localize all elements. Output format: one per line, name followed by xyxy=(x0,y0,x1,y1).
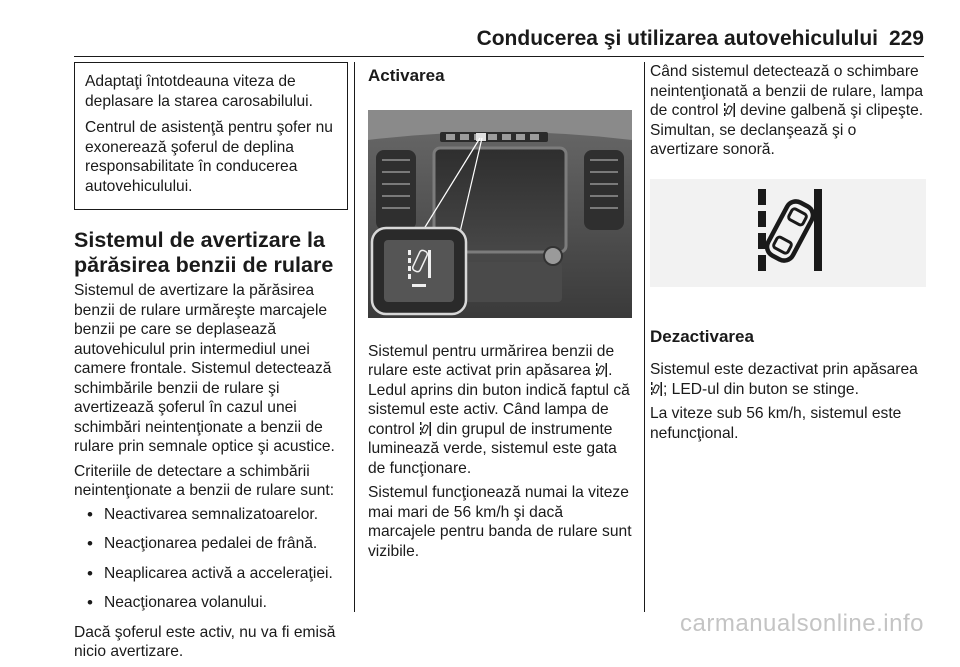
lane-departure-icon xyxy=(651,382,662,396)
deactivation-speed-paragraph: La viteze sub 56 km/h, sistemul este nefuncţional. xyxy=(650,405,902,442)
criteria-list xyxy=(74,505,344,613)
page-number: 229 xyxy=(888,27,924,50)
list-item: • Neacţionarea volanului. xyxy=(74,593,344,613)
dashboard-illustration xyxy=(368,110,632,318)
list-item: • Neacţionarea pedalei de frână. xyxy=(74,534,344,554)
activation-speed-paragraph: Sistemul funcţionează numai la viteze mai mari de 56 km/h şi dacă marcajele pentru banda de rulare sunt vizibile. xyxy=(368,484,632,560)
detection-paragraph: Când sistemul detectează o schimbare neintenţionată a benzii de rulare, lampa de control devine galbenă şi clipeşte. Simultan, se declanşează şi o avertizare sonoră. xyxy=(650,63,924,158)
column-left xyxy=(74,62,344,667)
list-item: • Neactivarea semnalizatoarelor. xyxy=(74,505,344,525)
activation-heading: Activarea xyxy=(368,66,445,85)
lane-departure-icon xyxy=(420,422,431,436)
warning-paragraph: Centrul de asistenţă pentru şofer nu exonerează şoferul de deplina responsabilitate în conducerea autovehiculului. xyxy=(85,119,333,195)
warning-paragraph: Adaptaţi întotdeauna viteza de deplasare la starea carosabilului. xyxy=(85,73,313,110)
warning-box xyxy=(74,62,348,210)
lane-departure-icon xyxy=(596,363,607,377)
column-middle xyxy=(368,62,634,566)
column-divider-1 xyxy=(354,62,355,612)
lane-departure-symbol xyxy=(650,179,926,287)
closing-paragraph: Dacă şoferul este activ, nu va fi emisă nicio avertizare. xyxy=(74,623,336,660)
list-item: • Neaplicarea activă a acceleraţiei. xyxy=(74,564,344,584)
lane-departure-icon xyxy=(724,103,735,117)
criteria-intro: Criteriile de detectare a schimbării neintenţionate a benzii de rulare sunt: xyxy=(74,462,335,499)
deactivation-paragraph: Sistemul este dezactivat prin apăsarea ; LED-ul din buton se stinge. xyxy=(650,361,918,398)
header-title: Conducerea şi utilizarea autovehiculului xyxy=(476,27,878,50)
section-heading: Sistemul de avertizare la părăsirea benzii de rulare xyxy=(74,228,334,277)
intro-paragraph: Sistemul de avertizare la părăsirea benzii de rulare urmăreşte marcajele benzii pe care se deplasează autovehiculul prin intermediul unei camere frontale. Sistemul detectează schimbările benzii de rulare şi avertizează şoferul în cazul unei schimbări neintenţionate a benzii de rulare prin semnale optice şi acustice. xyxy=(74,282,335,455)
column-divider-2 xyxy=(644,62,645,612)
column-right xyxy=(650,62,926,448)
header-rule xyxy=(74,56,924,57)
watermark: carmanualsonline.info xyxy=(680,610,924,637)
activation-paragraph: Sistemul pentru urmărirea benzii de rulare este activat prin apăsarea . Ledul aprins din buton indică faptul că sistemul este activ. Când lampa de control din grupul de instrumente luminează verde, sistemul este gata de funcţionare. xyxy=(368,342,630,477)
deactivation-heading: Dezactivarea xyxy=(650,327,754,346)
